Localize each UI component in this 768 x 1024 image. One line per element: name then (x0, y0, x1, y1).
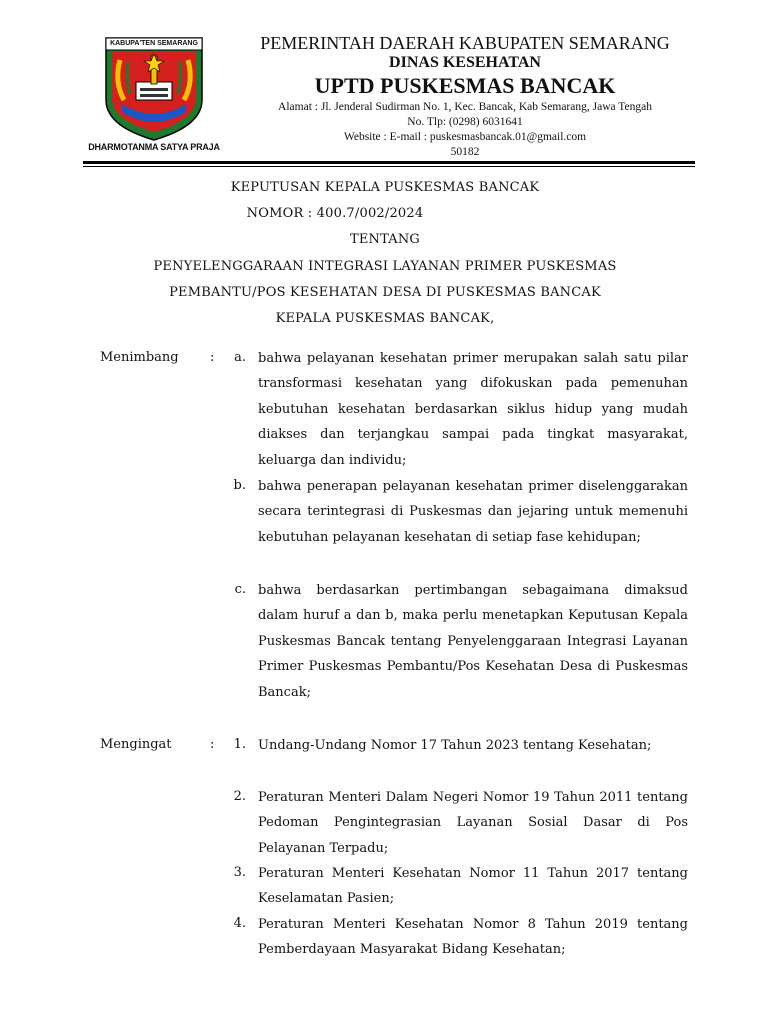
item-marker: 3. (233, 865, 246, 880)
letterhead-postal-code: 50182 (450, 146, 480, 158)
letterhead (232, 32, 698, 160)
menimbang-item-a: bahwa pelayanan kesehatan primer merupakan salah satu pilar transformasi kesehatan yang difokuskan pada pemenuhan kebutuhan kesehatan berdasarkan siklus hidup yang mudah diakses dan terjangkau sampai pada tingkat masyarakat, keluarga dan individu; (258, 351, 688, 468)
decree-number: NOMOR : 400.7/002/2024 (246, 206, 424, 221)
item-marker: 4. (233, 916, 246, 931)
item-marker: b. (233, 478, 246, 493)
menimbang-item-b: bahwa penerapan pelayanan kesehatan primer diselenggarakan secara terintegrasi di Puskesmas dan jejaring untuk memenuhi kebutuhan pelayanan kesehatan di setiap fase kehidupan; (258, 479, 688, 545)
regency-emblem-icon (84, 34, 224, 142)
letterhead-department: DINAS KESEHATAN (389, 54, 541, 71)
decree-subject-line-2: PEMBANTU/POS KESEHATAN DESA DI PUSKESMAS BANCAK (169, 285, 601, 300)
letterhead-phone: No. Tlp: (0298) 6031641 (407, 116, 523, 128)
item-marker: a. (234, 350, 246, 365)
logo-banner-text: KABUPA'TEN SEMARANG (110, 40, 198, 47)
logo-motto: DHARMOTANMA SATYA PRAJA (88, 142, 220, 152)
section-label-mengingat: Mengingat (100, 737, 172, 752)
mengingat-item-4: Peraturan Menteri Kesehatan Nomor 8 Tahun 2019 tentang Pemberdayaan Masyarakat Bidang Kesehatan; (258, 917, 688, 958)
item-marker: 1. (233, 737, 246, 752)
mengingat-item-1: Undang-Undang Nomor 17 Tahun 2023 tentang Kesehatan; (258, 738, 652, 753)
letterhead-office: UPTD PUSKESMAS BANCAK (314, 73, 616, 98)
letterhead-address: Alamat : Jl. Jenderal Sudirman No. 1, Kec. Bancak, Kab Semarang, Jawa Tengah (278, 101, 652, 113)
mengingat-item-3: Peraturan Menteri Kesehatan Nomor 11 Tahun 2017 tentang Keselamatan Pasien; (258, 866, 688, 907)
letterhead-website-email: Website : E-mail : puskesmasbancak.01@gmail.com (343, 131, 587, 143)
decree-title: KEPUTUSAN KEPALA PUSKESMAS BANCAK (230, 180, 540, 195)
letterhead-divider-thick (83, 161, 695, 164)
item-marker: 2. (233, 789, 246, 804)
section-colon: : (210, 350, 215, 365)
menimbang-item-c: bahwa berdasarkan pertimbangan sebagaimana dimaksud dalam huruf a dan b, maka perlu menetapkan Keputusan Kepala Puskesmas Bancak tentang Penyelenggaraan Integrasi Layanan Primer Puskesmas Pembantu/Pos Kesehatan Desa di Puskesmas Bancak; (258, 583, 688, 700)
regency-logo (84, 34, 224, 159)
letterhead-government: PEMERINTAH DAERAH KABUPATEN SEMARANG (260, 33, 670, 53)
item-marker: c. (234, 582, 246, 597)
decree-subject-line-1: PENYELENGGARAAN INTEGRASI LAYANAN PRIMER PUSKESMAS (153, 259, 617, 274)
mengingat-item-2: Peraturan Menteri Dalam Negeri Nomor 19 Tahun 2011 tentang Pedoman Pengintegrasian Layanan Sosial Dasar di Pos Pelayanan Terpadu; (258, 790, 688, 856)
section-colon: : (210, 737, 215, 752)
section-label-menimbang: Menimbang (100, 350, 179, 365)
letterhead-divider-thin (83, 166, 695, 167)
decree-authority: KEPALA PUSKESMAS BANCAK, (275, 311, 495, 326)
decree-about: TENTANG (349, 232, 421, 247)
